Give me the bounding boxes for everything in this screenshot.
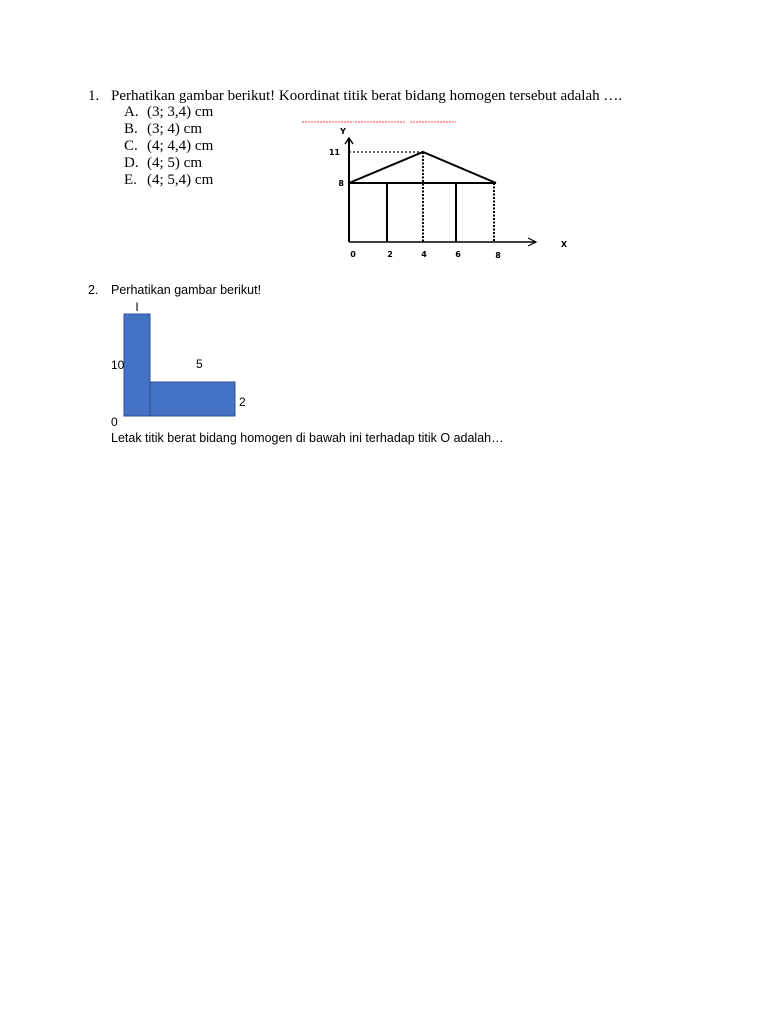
y-tick-8: 8 — [338, 179, 344, 188]
option-c-text: (4; 4,4) cm — [147, 138, 214, 154]
option-a-letter: A. — [124, 104, 139, 120]
question-1-figure — [300, 116, 575, 261]
l-shape-vertical-bar — [124, 314, 150, 416]
question-1-text: Perhatikan gambar berikut! Koordinat titik berat bidang homogen tersebut adalah …. — [111, 88, 623, 104]
x-axis-label: X — [560, 240, 568, 249]
option-b-letter: B. — [124, 121, 138, 137]
option-e-letter: E. — [124, 172, 137, 188]
question-2-figure — [108, 300, 258, 430]
option-e-text: (4; 5,4) cm — [147, 172, 214, 188]
question-2-prompt: Letak titik berat bidang homogen di bawah ini terhadap titik O adalah… — [111, 431, 504, 445]
y-axis-label: Y — [340, 127, 346, 136]
x-tick-0: 0 — [350, 250, 356, 259]
x-tick-6: 6 — [455, 250, 461, 259]
option-d-text: (4; 5) cm — [147, 155, 202, 171]
label-top: I — [135, 300, 139, 314]
option-b-text: (3; 4) cm — [147, 121, 202, 137]
question-2-text: Perhatikan gambar berikut! — [111, 283, 262, 297]
option-d-letter: D. — [124, 155, 139, 171]
y-tick-11: 11 — [328, 148, 340, 157]
label-width-5: 5 — [196, 357, 203, 371]
label-height-10: 10 — [111, 358, 125, 372]
label-thickness-2: 2 — [239, 395, 246, 409]
l-shape-horizontal-bar — [150, 382, 235, 416]
option-c-letter: C. — [124, 138, 138, 154]
x-tick-2: 2 — [387, 250, 393, 259]
x-tick-8: 8 — [495, 251, 501, 260]
x-tick-4: 4 — [421, 250, 427, 259]
question-2-number: 2. — [88, 283, 99, 297]
label-origin: 0 — [111, 415, 118, 429]
option-a-text: (3; 3,4) cm — [147, 104, 214, 120]
question-1-number: 1. — [88, 88, 100, 104]
